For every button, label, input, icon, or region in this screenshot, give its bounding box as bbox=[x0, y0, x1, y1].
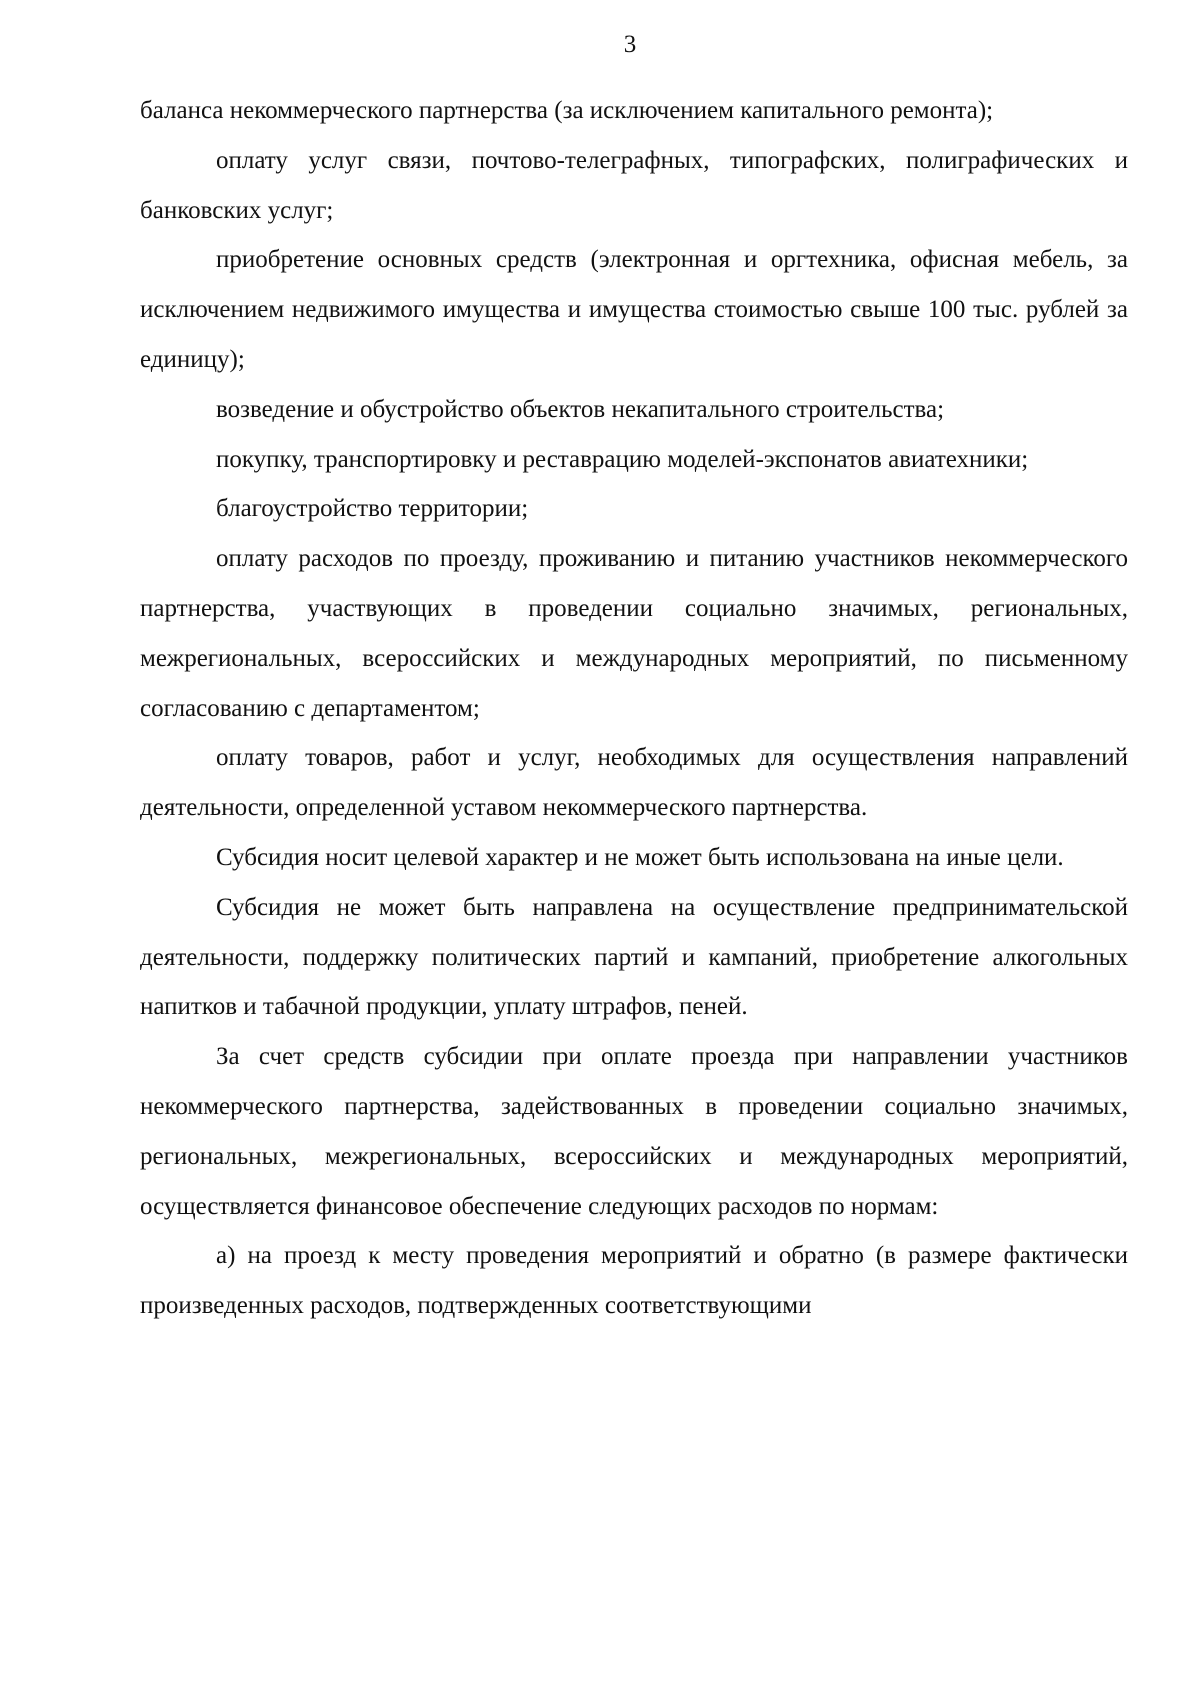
paragraph-fixed-assets: приобретение основных средств (электронная и оргтехника, офисная мебель, за исключением недвижимого имущества и имущества стоимостью свыше 100 тыс. рублей за единицу); bbox=[140, 246, 1128, 373]
document-body bbox=[140, 86, 1128, 1331]
paragraph-non-capital-construction: возведение и обустройство объектов некапитального строительства; bbox=[216, 395, 945, 423]
paragraph-balance-continuation: баланса некоммерческого партнерства (за исключением капитального ремонта); bbox=[140, 97, 994, 124]
paragraph-travel-financing: За счет средств субсидии при оплате проезда при направлении участников некоммерческого партнерства, задействованных в проведении социально значимых, региональных, межрегиональных, всероссийских и международных мероприятий, осуществляется финансовое обеспечение следующих расходов по нормам: bbox=[140, 1043, 1128, 1220]
paragraph-travel-expenses: оплату расходов по проезду, проживанию и питанию участников некоммерческого партнерства, участвующих в проведении социально значимых, региональных, межрегиональных, всероссийских и международных мероприятий, по письменному согласованию с департаментом; bbox=[140, 545, 1128, 722]
paragraph-communication-services: оплату услуг связи, почтово-телеграфных, типографских, полиграфических и банковских услуг; bbox=[140, 146, 1128, 224]
paragraph-subsidy-restrictions: Субсидия не может быть направлена на осуществление предпринимательской деятельности, поддержку политических партий и кампаний, приобретение алкогольных напитков и табачной продукции, уплату штрафов, пеней. bbox=[140, 893, 1128, 1021]
paragraph-travel-norm-a: а) на проезд к месту проведения мероприятий и обратно (в размере фактически произведенных расходов, подтвержденных соответствующими bbox=[140, 1242, 1128, 1320]
paragraph-landscaping: благоустройство территории; bbox=[216, 495, 529, 523]
page-number: 3 bbox=[623, 31, 637, 58]
paragraph-goods-works-services: оплату товаров, работ и услуг, необходимых для осуществления направлений деятельности, определенной уставом некоммерческого партнерства. bbox=[140, 744, 1128, 822]
paragraph-aircraft-models: покупку, транспортировку и реставрацию моделей-экспонатов авиатехники; bbox=[216, 445, 1029, 473]
paragraph-targeted-subsidy: Субсидия носит целевой характер и не может быть использована на иные цели. bbox=[216, 843, 1064, 871]
